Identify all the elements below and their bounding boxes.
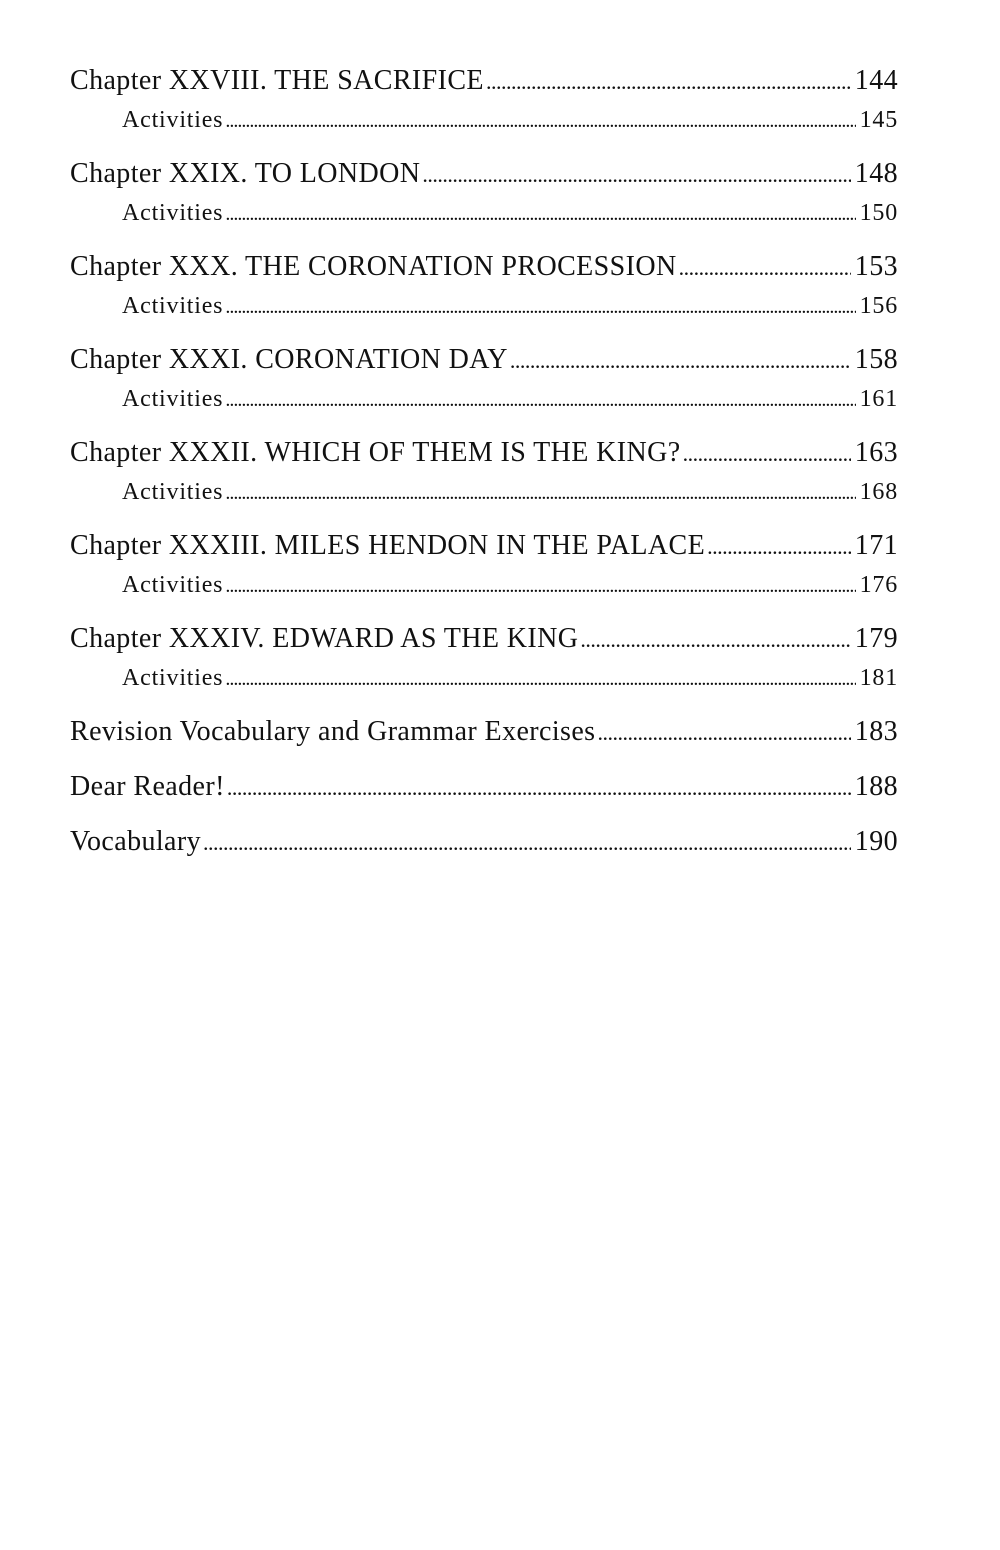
page-number: 158 xyxy=(854,344,898,375)
page-number: 148 xyxy=(854,158,898,189)
entry-title: Dear Reader! xyxy=(70,771,225,802)
chapter-title: Chapter XXVIII. THE SACRIFICE xyxy=(70,65,484,96)
dot-leader xyxy=(225,565,855,606)
dot-leader xyxy=(510,341,851,380)
entry-title: Vocabulary xyxy=(70,826,201,857)
dot-leader xyxy=(225,100,855,141)
activities-label: Activities xyxy=(122,665,224,691)
page-number: 168 xyxy=(859,479,898,505)
table-of-contents xyxy=(70,62,898,878)
dot-leader xyxy=(225,379,855,420)
toc-chapter-entry[interactable] xyxy=(70,62,898,100)
chapter-title: Chapter XXXI. CORONATION DAY xyxy=(70,344,508,375)
page-number: 144 xyxy=(854,65,898,96)
page-number: 183 xyxy=(854,716,898,747)
toc-chapter-entry[interactable] xyxy=(70,620,898,658)
page-number: 161 xyxy=(859,386,898,412)
toc-chapter-entry[interactable] xyxy=(70,434,898,472)
page-number: 176 xyxy=(859,572,898,598)
activities-label: Activities xyxy=(122,107,224,133)
dot-leader xyxy=(225,193,855,234)
chapter-title: Chapter XXXII. WHICH OF THEM IS THE KING? xyxy=(70,437,681,468)
page-number: 145 xyxy=(859,107,898,133)
page-number: 163 xyxy=(854,437,898,468)
activities-label: Activities xyxy=(122,200,224,226)
page-number: 179 xyxy=(854,623,898,654)
toc-chapter-entry[interactable] xyxy=(70,155,898,193)
toc-chapter-entry[interactable] xyxy=(70,341,898,379)
dot-leader xyxy=(227,768,851,807)
toc-activities-entry[interactable] xyxy=(70,658,898,698)
page-number: 153 xyxy=(854,251,898,282)
dot-leader xyxy=(486,62,851,101)
toc-chapter-entry[interactable] xyxy=(70,248,898,286)
toc-chapter-entry[interactable] xyxy=(70,527,898,565)
dot-leader xyxy=(679,248,851,287)
page-number: 156 xyxy=(859,293,898,319)
toc-activities-entry[interactable] xyxy=(70,565,898,605)
toc-dear-reader-entry[interactable] xyxy=(70,768,898,806)
toc-activities-entry[interactable] xyxy=(70,100,898,140)
chapter-title: Chapter XXXIII. MILES HENDON IN THE PALACE xyxy=(70,530,706,561)
dot-leader xyxy=(683,434,851,473)
chapter-title: Chapter XXX. THE CORONATION PROCESSION xyxy=(70,251,677,282)
toc-vocabulary-entry[interactable] xyxy=(70,823,898,861)
chapter-title: Chapter XXXIV. EDWARD AS THE KING xyxy=(70,623,579,654)
chapter-title: Chapter XXIX. TO LONDON xyxy=(70,158,421,189)
activities-label: Activities xyxy=(122,293,224,319)
dot-leader xyxy=(203,823,851,862)
toc-activities-entry[interactable] xyxy=(70,379,898,419)
entry-title: Revision Vocabulary and Grammar Exercises xyxy=(70,716,596,747)
page-number: 181 xyxy=(859,665,898,691)
activities-label: Activities xyxy=(122,386,224,412)
toc-activities-entry[interactable] xyxy=(70,472,898,512)
dot-leader xyxy=(225,658,855,699)
dot-leader xyxy=(580,620,850,659)
dot-leader xyxy=(225,286,855,327)
dot-leader xyxy=(597,713,850,752)
dot-leader xyxy=(707,527,851,566)
toc-activities-entry[interactable] xyxy=(70,193,898,233)
page-number: 190 xyxy=(854,826,898,857)
page-number: 188 xyxy=(854,771,898,802)
page-number: 150 xyxy=(859,200,898,226)
activities-label: Activities xyxy=(122,479,224,505)
toc-revision-entry[interactable] xyxy=(70,713,898,751)
dot-leader xyxy=(225,472,855,513)
page-number: 171 xyxy=(854,530,898,561)
toc-activities-entry[interactable] xyxy=(70,286,898,326)
dot-leader xyxy=(422,155,850,194)
activities-label: Activities xyxy=(122,572,224,598)
